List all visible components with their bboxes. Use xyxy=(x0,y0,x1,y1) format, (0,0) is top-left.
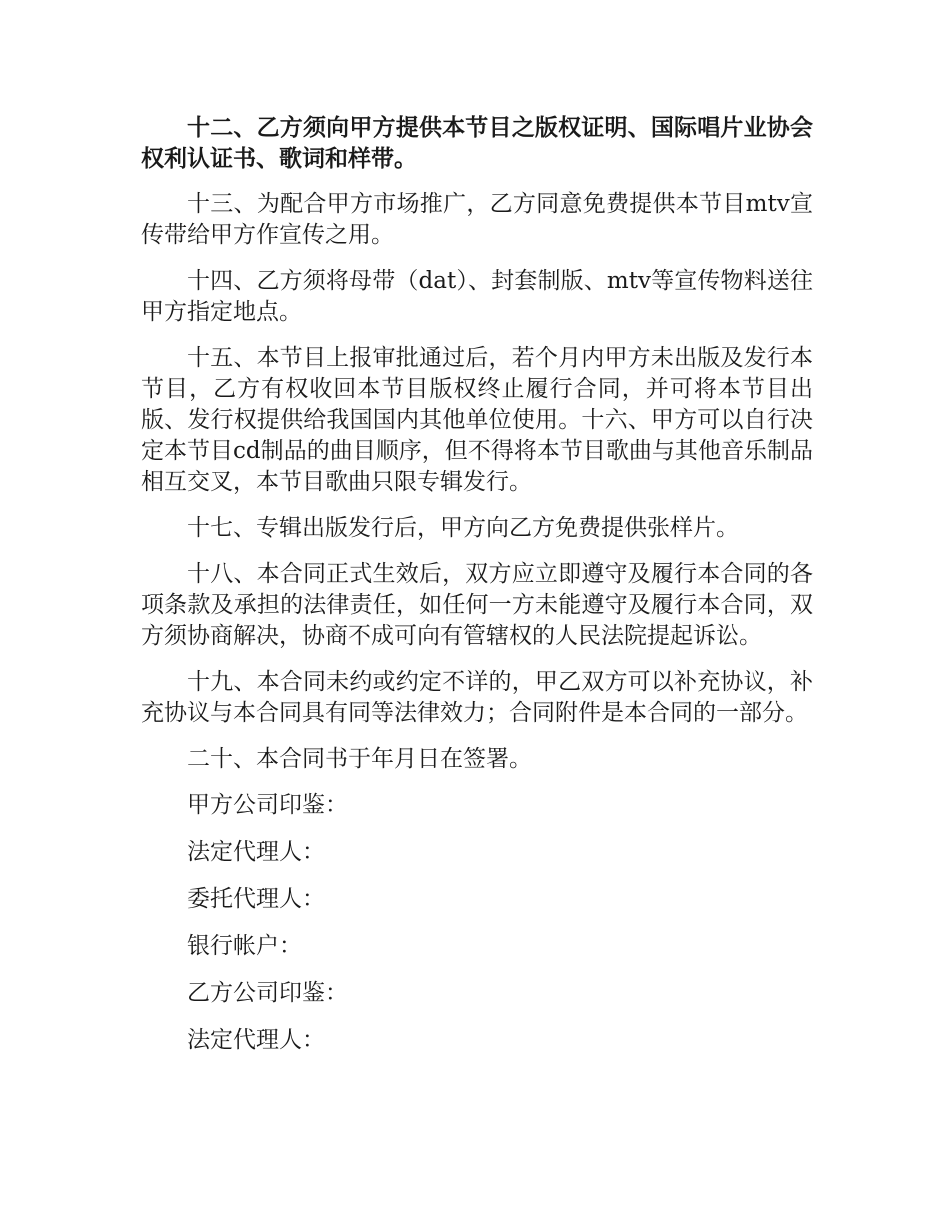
clause-14: 十四、乙方须将母带（dat）、封套制版、mtv等宣传物料送往甲方指定地点。 xyxy=(141,268,813,325)
clause-19: 十九、本合同未约或约定不详的，甲乙双方可以补充协议，补充协议与本合同具有同等法律效力；合同附件是本合同的一部分。 xyxy=(141,669,813,726)
party-a-agent-label: 委托代理人： xyxy=(187,886,325,912)
party-a-seal-label: 甲方公司印鉴： xyxy=(187,792,348,818)
party-b-legal-rep-label: 法定代理人： xyxy=(187,1027,325,1053)
clause-20: 二十、本合同书于年月日在签署。 xyxy=(187,746,532,772)
party-a-legal-rep-label: 法定代理人： xyxy=(187,839,325,865)
clause-18: 十八、本合同正式生效后，双方应立即遵守及履行本合同的各项条款及承担的法律责任，如任何一方未能遵守及履行本合同，双方须协商解决，协商不成可向有管辖权的人民法院提起诉讼。 xyxy=(141,561,813,649)
document-page xyxy=(141,112,813,1072)
clause-17: 十七、专辑出版发行后，甲方向乙方免费提供张样片。 xyxy=(187,515,739,541)
clause-13: 十三、为配合甲方市场推广，乙方同意免费提供本节目mtv宣传带给甲方作宣传之用。 xyxy=(141,191,813,248)
party-b-seal-label: 乙方公司印鉴： xyxy=(187,980,348,1006)
party-a-bank-account-label: 银行帐户： xyxy=(187,933,302,959)
clause-12: 十二、乙方须向甲方提供本节目之版权证明、国际唱片业协会权利认证书、歌词和样带。 xyxy=(141,114,813,172)
clause-15-16: 十五、本节目上报审批通过后，若个月内甲方未出版及发行本节目，乙方有权收回本节目版权终止履行合同，并可将本节目出版、发行权提供给我国国内其他单位使用。十六、甲方可以自行决定本节目cd制品的曲目顺序，但不得将本节目歌曲与其他音乐制品相互交叉，本节目歌曲只限专辑发行。 xyxy=(141,345,813,495)
